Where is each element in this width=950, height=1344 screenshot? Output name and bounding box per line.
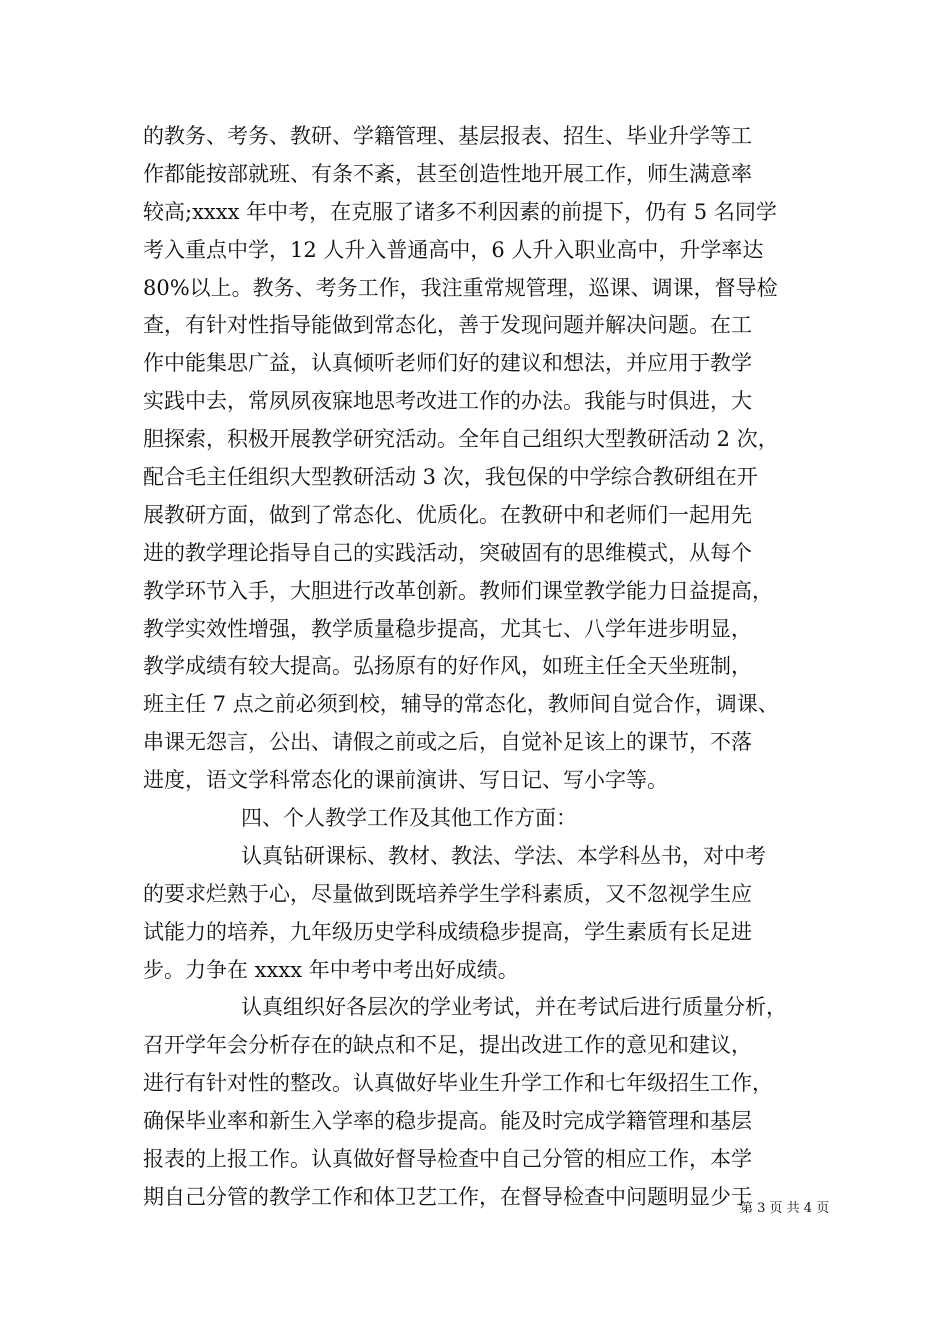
text-line: 考入重点中学，12 人升入普通高中，6 人升入职业高中，升学率达 (143, 237, 764, 262)
text-line: 作都能按部就班、有条不紊，甚至创造性地开展工作，师生满意率 (143, 161, 752, 186)
text-line: 期自己分管的教学工作和体卫艺工作，在督导检查中问题明显少于 (143, 1184, 752, 1209)
text-line: 较高;xxxx 年中考，在克服了诸多不利因素的前提下，仍有 5 名同学 (143, 199, 777, 224)
text-line: 配合毛主任组织大型教研活动 3 次，我包保的中学综合教研组在开 (143, 465, 758, 490)
text-line: 查，有针对性指导能做到常态化，善于发现问题并解决问题。在工 (143, 313, 752, 338)
text-line: 四、个人教学工作及其他工作方面： (241, 806, 577, 831)
text-line: 认真组织好各层次的学业考试，并在考试后进行质量分析， (241, 995, 787, 1020)
text-line: 胆探索，积极开展教学研究活动。全年自己组织大型教研活动 2 次， (143, 427, 779, 452)
text-line: 教学环节入手，大胆进行改革创新。教师们课堂教学能力日益提高， (143, 578, 773, 603)
text-line: 报表的上报工作。认真做好督导检查中自己分管的相应工作，本学 (143, 1147, 752, 1172)
text-line: 串课无怨言，公出、请假之前或之后，自觉补足该上的课节，不落 (143, 730, 752, 755)
text-line: 的要求烂熟于心，尽量做到既培养学生学科素质，又不忽视学生应 (143, 881, 752, 906)
text-line: 班主任 7 点之前必须到校，辅导的常态化，教师间自觉合作，调课、 (143, 692, 779, 717)
text-line: 进的教学理论指导自己的实践活动，突破固有的思维模式，从每个 (143, 540, 752, 565)
text-line: 召开学年会分析存在的缺点和不足，提出改进工作的意见和建议， (143, 1033, 752, 1058)
text-line: 进度，语文学科常态化的课前演讲、写日记、写小字等。 (143, 768, 668, 793)
text-line: 教学实效性增强，教学质量稳步提高，尤其七、八学年进步明显， (143, 616, 752, 641)
text-line: 实践中去，常夙夙夜寐地思考改进工作的办法。我能与时俱进，大 (143, 389, 752, 414)
text-line: 教学成绩有较大提高。弘扬原有的好作风，如班主任全天坐班制， (143, 654, 752, 679)
text-line: 步。力争在 xxxx 年中考中考出好成绩。 (143, 957, 519, 982)
text-line: 作中能集思广益，认真倾听老师们好的建议和想法，并应用于教学 (143, 351, 752, 376)
text-line: 进行有针对性的整改。认真做好毕业生升学工作和七年级招生工作， (143, 1071, 773, 1096)
text-line: 试能力的培养，九年级历史学科成绩稳步提高，学生素质有长足进 (143, 919, 752, 944)
body-text (143, 118, 813, 1217)
text-line: 80%以上。教务、考务工作，我注重常规管理，巡课、调课，督导检 (143, 275, 778, 300)
page-number: 第 3 页 共 4 页 (740, 1201, 830, 1216)
text-line: 确保毕业率和新生入学率的稳步提高。能及时完成学籍管理和基层 (143, 1109, 752, 1134)
text-line: 展教研方面，做到了常态化、优质化。在教研中和老师们一起用先 (143, 502, 752, 527)
text-line: 认真钻研课标、教材、教法、学法、本学科丛书，对中考 (241, 843, 766, 868)
text-line: 的教务、考务、教研、学籍管理、基层报表、招生、毕业升学等工 (143, 124, 752, 148)
